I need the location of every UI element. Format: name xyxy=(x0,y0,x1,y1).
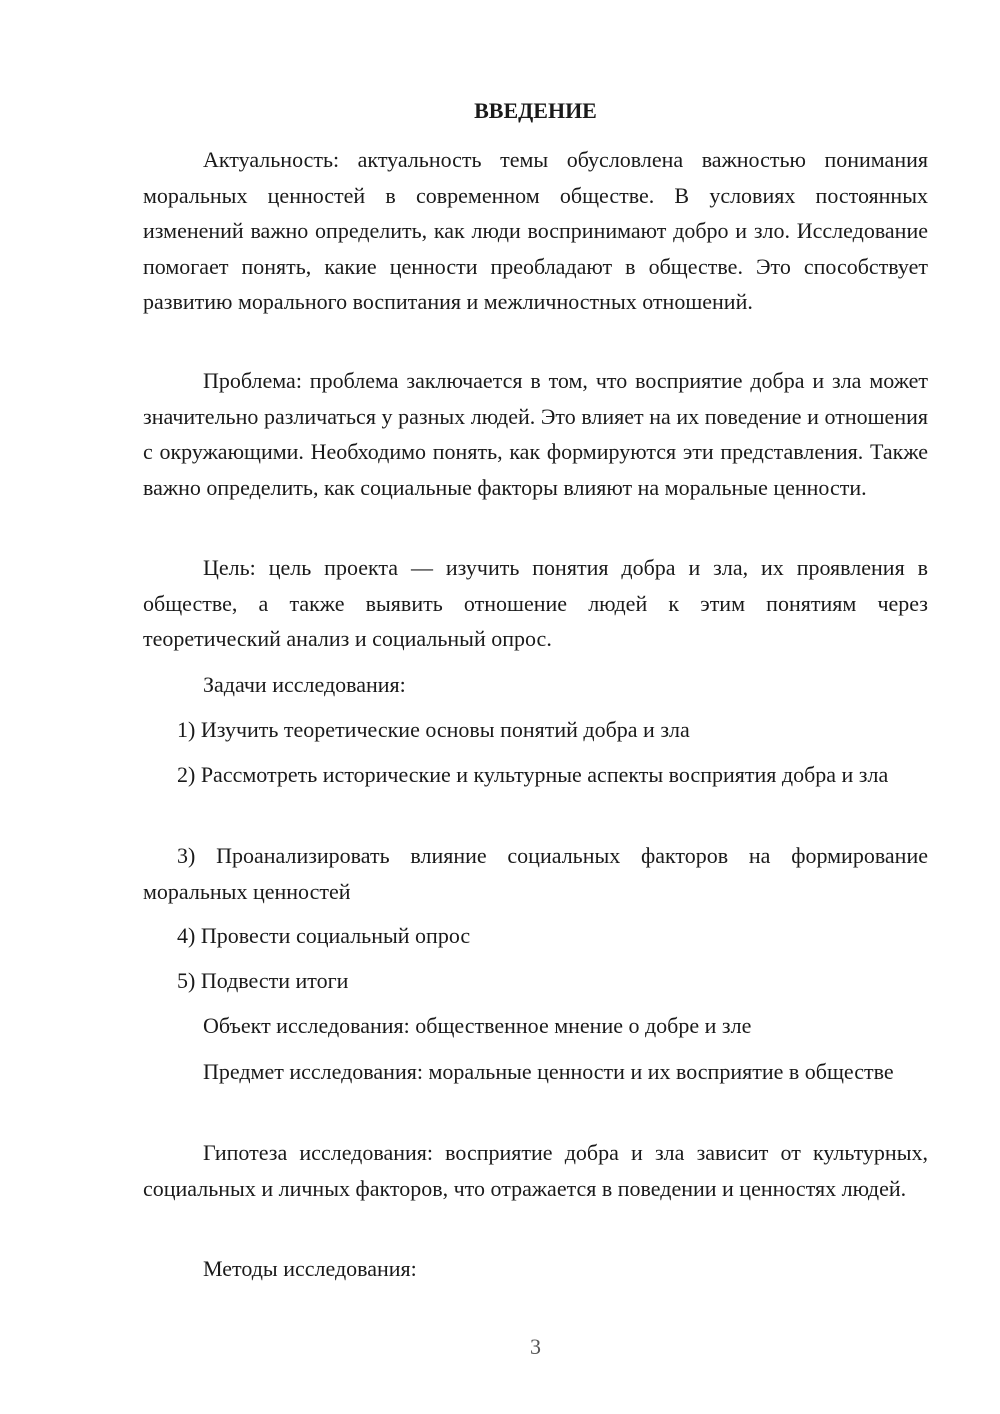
object-paragraph: Объект исследования: общественное мнение о добре и зле xyxy=(203,1013,752,1038)
page-title: ВВЕДЕНИЕ xyxy=(474,98,597,123)
subject-paragraph: Предмет исследования: моральные ценности и их восприятие в обществе xyxy=(203,1059,894,1084)
hypothesis-paragraph: Гипотеза исследования: восприятие добра и зла зависит от культурных, социальных и личных факторов, что отражается в поведении и ценностях людей. xyxy=(143,1140,928,1201)
task-item-1: 1) Изучить теоретические основы понятий добра и зла xyxy=(177,717,690,742)
task-item-2: 2) Рассмотреть исторические и культурные аспекты восприятия добра и зла xyxy=(177,762,889,787)
problem-paragraph: Проблема: проблема заключается в том, что восприятие добра и зла может значительно различаться у разных людей. Это влияет на их поведение и отношения с окружающими. Необходимо понять, как формируются эти представления. Также важно определить, как социальные факторы влияют на моральные ценности. xyxy=(143,368,928,500)
goal-paragraph: Цель: цель проекта — изучить понятия добра и зла, их проявления в обществе, а также выявить отношение людей к этим понятиям через теоретический анализ и социальный опрос. xyxy=(143,555,928,651)
task-item-3: 3) Проанализировать влияние социальных факторов на формирование моральных ценностей xyxy=(143,843,928,904)
page-number: 3 xyxy=(530,1334,541,1359)
task-item-4: 4) Провести социальный опрос xyxy=(177,923,471,948)
methods-paragraph: Методы исследования: xyxy=(203,1256,417,1281)
document-page xyxy=(143,0,928,1414)
tasks-heading: Задачи исследования: xyxy=(203,672,406,697)
task-item-5: 5) Подвести итоги xyxy=(177,968,349,993)
relevance-paragraph: Актуальность: актуальность темы обусловлена важностью понимания моральных ценностей в современном обществе. В условиях постоянных изменений важно определить, как люди воспринимают добро и зло. Исследование помогает понять, какие ценности преобладают в обществе. Это способствует развитию морального воспитания и межличностных отношений. xyxy=(143,147,928,314)
